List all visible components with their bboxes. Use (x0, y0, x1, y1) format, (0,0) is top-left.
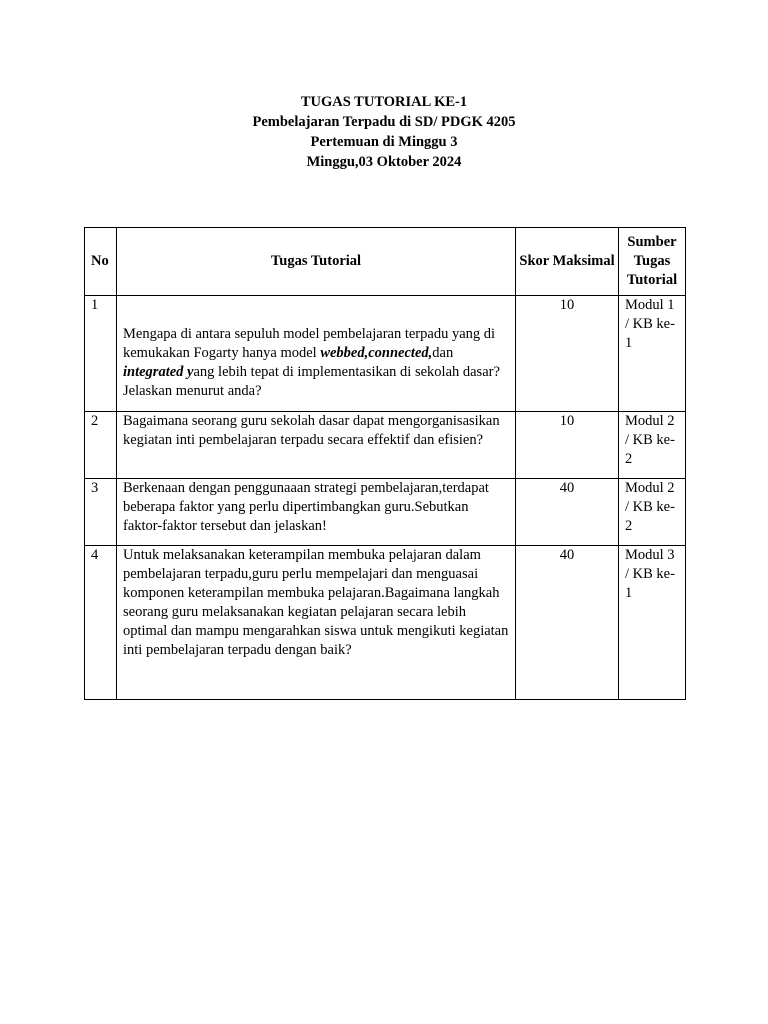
max-score: 40 (516, 546, 619, 700)
task-text: Bagaimana seorang guru sekolah dasar dapat mengorganisasikan kegiatan inti pembelajaran terpadu secara effektif dan efisien? (117, 412, 516, 479)
task-text-emphasis: integrated y (123, 364, 194, 380)
row-number: 3 (85, 479, 117, 546)
row-number: 2 (85, 412, 117, 479)
task-source: Modul 1 / KB ke-1 (619, 296, 686, 412)
task-source: Modul 3 / KB ke-1 (619, 546, 686, 700)
max-score: 40 (516, 479, 619, 546)
document-title: TUGAS TUTORIAL KE-1 (300, 94, 468, 110)
row-number: 1 (85, 296, 117, 412)
max-score: 10 (516, 296, 619, 412)
tutorial-task-table (84, 227, 686, 700)
table-row (85, 412, 686, 479)
header-score: Skor Maksimal (516, 228, 619, 296)
header-task: Tugas Tutorial (117, 228, 516, 296)
course-name: Pembelajaran Terpadu di SD/ PDGK 4205 (252, 114, 516, 130)
meeting-week: Pertemuan di Minggu 3 (310, 134, 458, 150)
meeting-date: Minggu,03 Oktober 2024 (306, 154, 462, 170)
table-row (85, 296, 686, 412)
table-header-row (85, 228, 686, 296)
task-source: Modul 2 / KB ke-2 (619, 412, 686, 479)
task-source: Modul 2 / KB ke-2 (619, 479, 686, 546)
table-row (85, 546, 686, 700)
max-score: 10 (516, 412, 619, 479)
task-text-part: dan (432, 345, 454, 361)
task-text: Untuk melaksanakan keterampilan membuka pelajaran dalam pembelajaran terpadu,guru perlu mempelajari dan menguasai komponen keterampilan membuka pelajaran.Bagaimana langkah seorang guru melaksanakan kegiatan pelajaran secara lebih optimal dan mampu mengarahkan siswa untuk mengikuti kegiatan inti pembelajaran terpadu dengan baik? (117, 546, 516, 700)
row-number: 4 (85, 546, 117, 700)
task-text: Berkenaan dengan penggunaaan strategi pembelajaran,terdapat beberapa faktor yang perlu dipertimbangkan guru.Sebutkan faktor-faktor tersebut dan jelaskan! (117, 479, 516, 546)
task-text-part: ang lebih tepat di implementasikan di sekolah dasar?Jelaskan menurut anda? (123, 364, 500, 399)
header-no: No (85, 228, 117, 296)
header-source: Sumber Tugas Tutorial (619, 228, 686, 296)
task-text-part: Mengapa di antara sepuluh model pembelajaran terpadu yang di kemukakan Fogarty hanya model (123, 326, 496, 361)
task-text-emphasis: webbed,connected, (320, 345, 433, 361)
document-header (0, 92, 768, 172)
task-text (117, 296, 516, 412)
table-row (85, 479, 686, 546)
